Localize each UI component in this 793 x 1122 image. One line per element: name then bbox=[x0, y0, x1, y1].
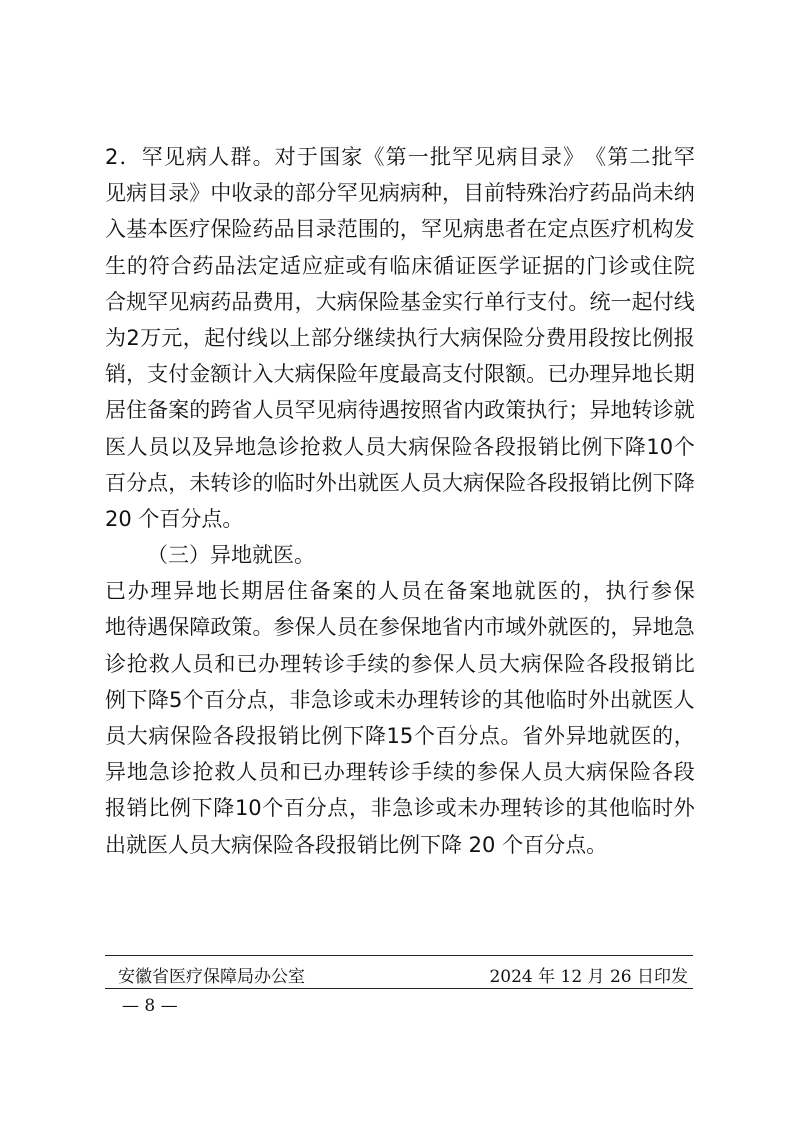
paragraph-line: 已 办 理 异 地 长 期 居 住 备 案 的 人 员 在 备 案 地 就 医 的 ， 执 行 参 保 bbox=[105, 579, 695, 604]
issuer-name: 安徽省医疗保障局办公室 bbox=[118, 967, 305, 987]
paragraph-line: 例 下 降 5 个 百 分 点 ， 非 急 诊 或 未 办 理 转 诊 的 其 他 临 时 外 出 就 医 人 bbox=[105, 687, 695, 712]
paragraph-line: 医 人 员 以 及 异 地 急 诊 抢 救 人 员 大 病 保 险 各 段 报 销 比 例 下 降 10 个 bbox=[105, 434, 695, 459]
footer-bottom-rule bbox=[105, 988, 693, 989]
paragraph-line: 百 分 点 ， 未 转 诊 的 临 时 外 出 就 医 人 员 大 病 保 险 各 段 报 销 比 例 下 降 bbox=[105, 470, 695, 495]
paragraph-line: 地 待 遇 保 障 政 策 。 参 保 人 员 在 参 保 地 省 内 市 域 外 就 医 的 ， 异 地 急 bbox=[105, 615, 695, 640]
footer-issuer-row bbox=[118, 962, 688, 987]
paragraph-line: 合 规 罕 见 病 药 品 费 用 ， 大 病 保 险 基 金 实 行 单 行 支 付 。 统 一 起 付 线 bbox=[105, 289, 695, 314]
paragraph-line: 出就医人员大病保险各段报销比例下降 20 个百分点。 bbox=[105, 832, 608, 857]
paragraph-line: 2 ． 罕 见 病 人 群 。 对 于 国 家 《 第 一 批 罕 见 病 目 录 》 《 第 二 批 罕 bbox=[105, 145, 695, 169]
paragraph-line: 为 2 万 元 ， 起 付 线 以 上 部 分 继 续 执 行 大 病 保 险 分 费 用 段 按 比 例 报 bbox=[105, 325, 695, 350]
section-heading: （三）异地就医。 bbox=[147, 543, 315, 568]
body-text bbox=[105, 139, 695, 863]
paragraph-line: 20 个百分点。 bbox=[105, 506, 244, 531]
paragraph-line: 诊 抢 救 人 员 和 已 办 理 转 诊 手 续 的 参 保 人 员 大 病 保 险 各 段 报 销 比 bbox=[105, 651, 695, 676]
paragraph-line: 居 住 备 案 的 跨 省 人 员 罕 见 病 待 遇 按 照 省 内 政 策 执 行 ； 异 地 转 诊 就 bbox=[105, 398, 695, 423]
paragraph-line: 员 大 病 保 险 各 段 报 销 比 例 下 降 15 个 百 分 点 。 省 外 异 地 就 医 的 ， bbox=[105, 724, 695, 748]
paragraph-line: 报 销 比 例 下 降 10 个 百 分 点 ， 非 急 诊 或 未 办 理 转 诊 的 其 他 临 时 外 bbox=[105, 796, 695, 821]
paragraph-line: 销 ， 支 付 金 额 计 入 大 病 保 险 年 度 最 高 支 付 限 额 。 已 办 理 异 地 长 期 bbox=[105, 362, 695, 387]
issue-date: 2024 年 12 月 26 日印发 bbox=[489, 967, 688, 987]
footer-top-rule bbox=[105, 955, 693, 956]
paragraph-line: 入 基 本 医 疗 保 险 药 品 目 录 范 围 的 ， 罕 见 病 患 者 在 定 点 医 疗 机 构 发 bbox=[105, 217, 695, 242]
paragraph-line: 见 病 目 录 》 中 收 录 的 部 分 罕 见 病 病 种 ， 目 前 特 殊 治 疗 药 品 尚 未 纳 bbox=[105, 181, 695, 206]
paragraph-line: 生 的 符 合 药 品 法 定 适 应 症 或 有 临 床 循 证 医 学 证 据 的 门 诊 或 住 院 bbox=[105, 253, 695, 278]
page-number: — 8 — bbox=[122, 996, 178, 1016]
paragraph-line: 异 地 急 诊 抢 救 人 员 和 已 办 理 转 诊 手 续 的 参 保 人 员 大 病 保 险 各 段 bbox=[105, 760, 695, 785]
